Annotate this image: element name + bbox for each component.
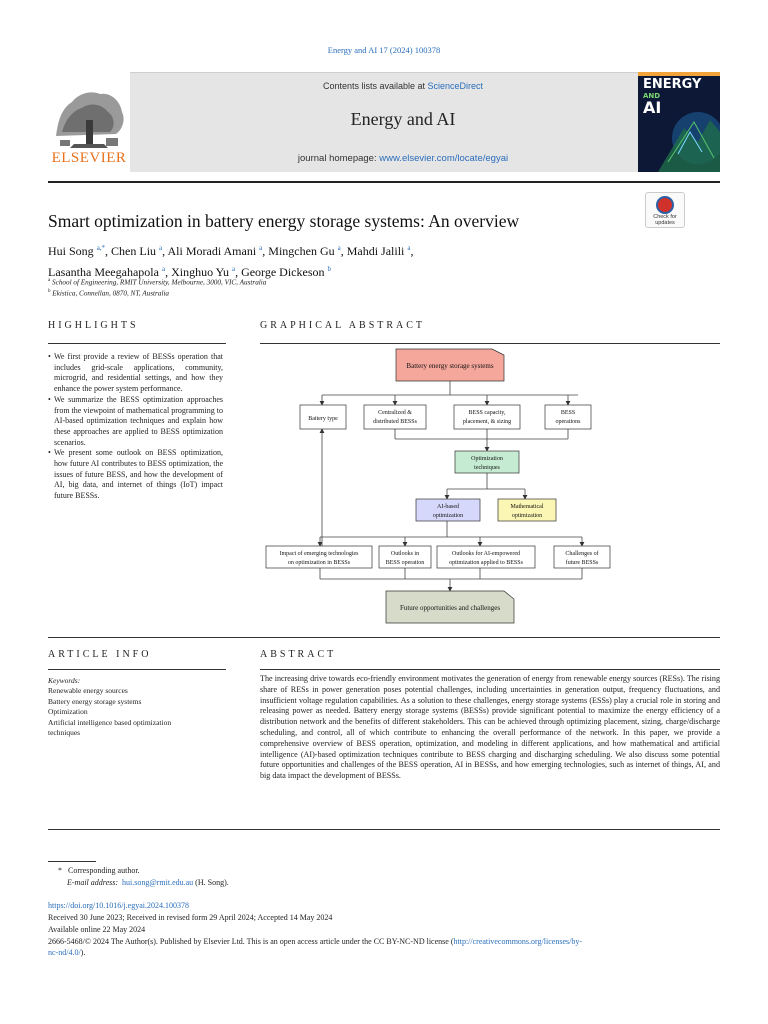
section-divider (48, 637, 720, 638)
ga-ai-empowered-label-2: optimization applied to BESSs (449, 560, 523, 566)
keywords-label: Keywords: (48, 676, 81, 685)
keyword-item: Battery energy storage systems (48, 696, 142, 706)
keyword-item: Renewable energy sources (48, 686, 128, 696)
ga-capacity-label-1: BESS capacity, (468, 410, 506, 416)
highlight-item: • We first provide a review of BESSs operation that includes grid-scale applications, community, microgrid, and residential settings, and how they enhance the power system performance. (48, 352, 223, 395)
license-statement (48, 936, 720, 958)
ga-optimization-label-2: techniques (474, 465, 500, 471)
ga-mathematical-label-1: Mathematical (510, 504, 544, 510)
ga-optimization-label-1: Optimization (471, 456, 503, 462)
ga-centralized-label-2: distributed BESSs (373, 419, 417, 425)
journal-name: Energy and AI (350, 109, 456, 129)
highlights-heading: HIGHLIGHTS (48, 320, 139, 331)
flow-diagram (260, 343, 720, 635)
journal-cover-thumbnail[interactable] (638, 72, 720, 172)
ga-centralized-label-1: Centralized & (378, 410, 412, 416)
email-footnote (67, 878, 229, 887)
cover-title: ENERGY AND AI (643, 77, 702, 117)
author-line-1: Hui Song $^{a,*}$, Chen Liu $^a$, Ali Moradi Amani $^a$, Mingchen Gu $^a$, Mahdi Jalili $^a$, (48, 244, 414, 258)
article-title: Smart optimization in battery energy storage systems: An overview (48, 211, 520, 231)
ga-ai-based-label-1: AI-based (437, 504, 459, 510)
ga-future-label: Future opportunities and challenges (399, 604, 501, 612)
ga-challenges-label-2: future BESSs (565, 560, 599, 566)
license-link[interactable]: http://creativecommons.org/licenses/by- nc-nd/4.0/ (48, 937, 582, 957)
abstract-bottom-rule (48, 829, 720, 830)
homepage-line (130, 153, 676, 164)
license-suffix: ). (80, 948, 86, 957)
ga-operations-label-1: BESS (560, 410, 576, 416)
footnote-mark: * (58, 866, 62, 875)
contents-line (130, 81, 676, 91)
highlight-item: • We summarize the BESS optimization approaches from the viewpoint of mathematical programming to AI-based optimization techniques and explain how these approaches are applied to BESS optimization scenarios. (48, 395, 223, 449)
keyword-item: Optimization (48, 707, 88, 717)
author-name[interactable]: Ali Moradi Amani (167, 244, 257, 258)
journal-header (48, 72, 720, 180)
highlight-item: • We present some outlook on BESS optimization, how future AI contributes to BESS optimization, the issues of future BESS, and how the development of AI, big data, and internet of things (IoT) impact future BESSs. (48, 448, 223, 502)
ga-root-label: Battery energy storage systems (406, 362, 494, 370)
keywords-block (48, 676, 171, 738)
ga-battery-type-label: Battery type (308, 416, 338, 422)
check-updates-icon (656, 196, 674, 214)
affiliation-a: $^a$ School of Engineering, RMIT University, Melbourne, 3000, VIC, Australia (48, 278, 267, 287)
ga-outlooks-label-1: Outlooks in (390, 551, 420, 557)
article-info-rule (48, 669, 226, 670)
license-prefix: 2666-5468/© 2024 The Author(s). Published by Elsevier Ltd. This is an open access article under the CC BY-NC-ND license ( (48, 937, 454, 946)
check-for-updates-badge[interactable] (645, 192, 685, 228)
journal-homepage-link[interactable]: www.elsevier.com/locate/egyai (379, 153, 509, 164)
node-centralized (364, 405, 426, 429)
abstract-rule (260, 669, 720, 670)
ga-challenges-label-1: Challenges of (565, 551, 599, 557)
email-label: E-mail address: (67, 878, 119, 887)
author-name[interactable]: Mingchen Gu (268, 244, 335, 258)
ga-operations-label-2: operations (555, 419, 581, 425)
email-owner: (H. Song). (195, 878, 229, 887)
author-line-2: Lasantha Meegahapola $^a$, Xinghuo Yu $^a$, George Dickeson $^b$ (48, 265, 331, 279)
homepage-prefix: journal homepage: (297, 153, 380, 164)
running-head[interactable]: Energy and AI 17 (2024) 100378 (327, 45, 441, 55)
abstract-body: The increasing drive towards eco-friendly environment motivates the generation of energy from renewable energy sources (RESs). The rising share of RESs in power generation poses potential challenges, including uncertainties in generation output, frequency fluctuations, and insufficient voltage regulation capabilities. As a solution to these challenges, energy storage systems (ESSs) play a crucial role in storing and releasing power as needed. Battery energy storage systems (BESSs) provide significant potential to maximize the energy efficiency of a distribution network and the benefits of different stakeholders. This can be achieved through optimizing placement, sizing, charge/discharge scheduling, and control, all of which contribute to enhancing the overall performance of the network. In this paper, we provide a comprehensive overview of BESS operation, optimization, and modeling in different applications, and how mathematical and artificial intelligence (AI)-based optimization techniques contribute to BESS charging and discharging scheduling. We also discuss some potential future opportunities and challenges of the BESS operation, AI in BESSs, and how emerging technologies, such as internet of things, AI, and big data impact the development of BESSs. (260, 674, 720, 781)
keyword-item: techniques (48, 728, 81, 738)
ga-outlooks-label-2: BESS operation (385, 560, 425, 566)
author-name[interactable]: George Dickeson (241, 265, 325, 279)
sciencedirect-link[interactable]: ScienceDirect (427, 81, 484, 91)
ga-ai-empowered-label-1: Outlooks for AI-empowered (452, 551, 520, 557)
available-online-line: Available online 22 May 2024 (48, 925, 146, 934)
ga-capacity-label-2: placement, & sizing (462, 419, 512, 425)
check-updates-label: Check for updates (653, 214, 677, 226)
header-rule (48, 181, 720, 183)
ga-ai-based-label-2: optimization (432, 513, 464, 519)
abstract-heading: ABSTRACT (260, 649, 337, 660)
author-name[interactable]: Lasantha Meegahapola (48, 265, 159, 279)
ga-impact-label-1: Impact of emerging technologies (279, 551, 359, 557)
keyword-item: Artificial intelligence based optimization (48, 717, 172, 727)
author-email-link[interactable]: hui.song@rmit.edu.au (122, 878, 194, 887)
node-capacity (454, 405, 520, 429)
journal-masthead (130, 72, 676, 172)
author-name[interactable]: Chen Liu (111, 244, 157, 258)
author-name[interactable]: Mahdi Jalili (346, 244, 405, 258)
affiliation-b: $^b$ Ekistica, Connellan, 0870, NT, Australia (48, 289, 170, 298)
author-name[interactable]: Xinghuo Yu (171, 265, 229, 279)
ga-impact-label-2: on optimization in BESSs (287, 560, 351, 566)
doi-line (48, 900, 720, 911)
highlights-rule (48, 343, 226, 344)
footnote-rule (48, 861, 96, 862)
author-list (48, 239, 414, 281)
elsevier-wordmark: ELSEVIER (51, 150, 127, 166)
graphical-abstract-figure[interactable] (260, 343, 720, 635)
ga-mathematical-label-2: optimization (511, 513, 543, 519)
highlights-list (48, 352, 223, 502)
received-line: Received 30 June 2023; Received in revised form 29 April 2024; Accepted 14 May 2024 (48, 913, 333, 922)
doi-link[interactable]: https://doi.org/10.1016/j.egyai.2024.100378 (48, 901, 189, 910)
graphical-abstract-heading: GRAPHICAL ABSTRACT (260, 320, 426, 331)
corresponding-label: Corresponding author. (68, 866, 140, 875)
contents-prefix: Contents lists available at (322, 81, 428, 91)
author-name[interactable]: Hui Song (48, 244, 94, 258)
corresponding-footnote (58, 866, 140, 875)
article-info-heading: ARTICLE INFO (48, 649, 152, 660)
node-operations (545, 405, 591, 429)
